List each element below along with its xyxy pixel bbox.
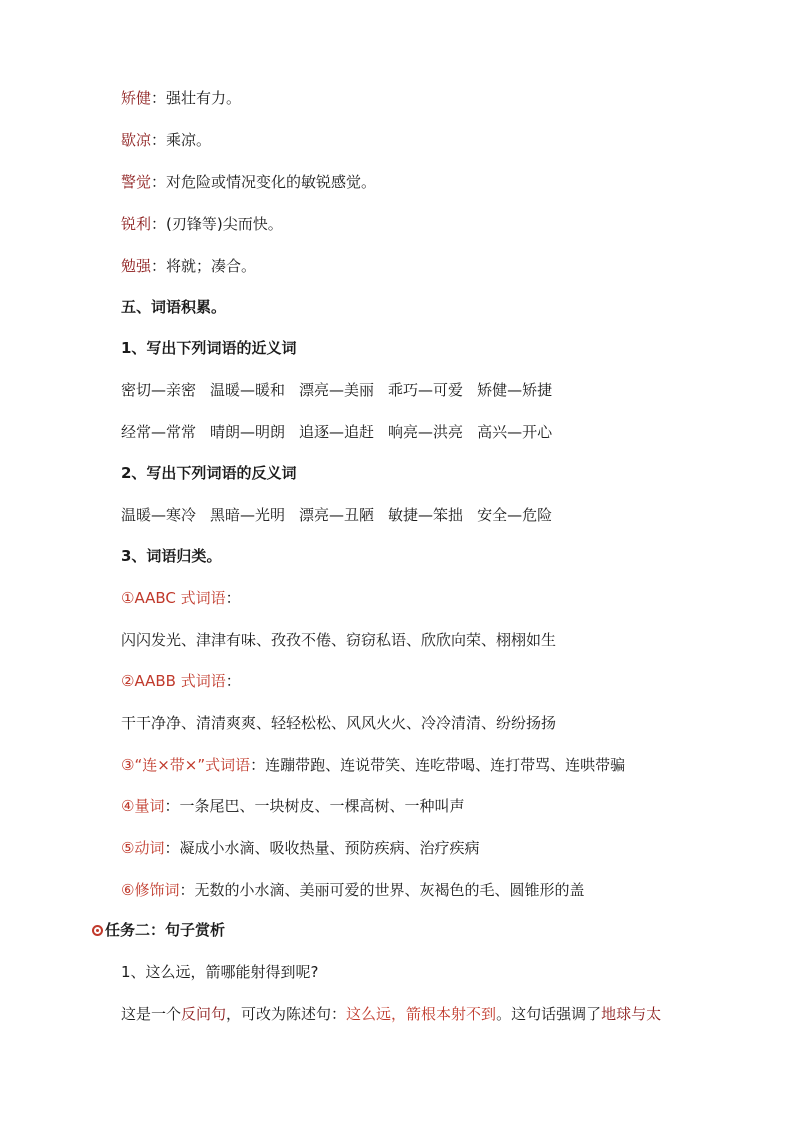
task-heading — [92, 920, 225, 940]
aabb-heading — [121, 671, 241, 691]
synonyms-row-1 — [121, 380, 552, 400]
word-pair: 温暖—寒冷 — [121, 506, 197, 524]
definition-term: 勉强 — [121, 257, 152, 275]
category-words: 无数的小水滴、美丽可爱的世界、灰褐色的毛、圆锥形的盖 — [194, 881, 585, 899]
aabc-words: 闪闪发光、津津有味、孜孜不倦、窃窃私语、欣欣向荣、栩栩如生 — [121, 631, 557, 649]
word-pair: 漂亮—美丽 — [299, 381, 375, 399]
task-title: 任务二：句子赏析 — [105, 921, 226, 939]
definition-term: 警觉 — [121, 173, 152, 191]
word-pair: 漂亮—丑陋 — [299, 506, 375, 524]
aabc-heading — [121, 588, 241, 608]
dong-line — [121, 838, 479, 858]
word-pair: 追逐—追赶 — [299, 423, 375, 441]
synonyms-title: 1、写出下列词语的近义词 — [121, 339, 297, 357]
section-heading: 五、词语积累。 — [121, 298, 227, 316]
answer-1 — [121, 1004, 661, 1024]
definition-sep: ： — [151, 257, 167, 275]
definition-4 — [121, 214, 283, 234]
category-label: ①AABC 式词语 — [121, 589, 226, 607]
definition-sep: ： — [151, 89, 167, 107]
classify-title: 3、词语归类。 — [121, 547, 222, 565]
answer-text: ，可改为陈述句： — [226, 1005, 347, 1023]
word-pair: 晴朗—明朗 — [210, 423, 286, 441]
definition-sep: ： — [151, 131, 167, 149]
category-sep: ： — [225, 589, 241, 607]
definition-meaning: 对危险或情况变化的敏锐感觉。 — [166, 173, 377, 191]
antonyms-title: 2、写出下列词语的反义词 — [121, 464, 297, 482]
definition-meaning: 将就；凑合。 — [166, 257, 257, 275]
category-sep: ： — [179, 881, 195, 899]
answer-highlight: 地球与太 — [601, 1005, 662, 1023]
word-pair: 矫健—矫捷 — [477, 381, 553, 399]
category-words: 凝成小水滴、吸收热量、预防疾病、治疗疾病 — [179, 839, 480, 857]
definition-sep: ： — [151, 215, 167, 233]
question-1: 1、这么远，箭哪能射得到呢? — [121, 963, 319, 981]
definition-term: 歇凉 — [121, 131, 152, 149]
definition-meaning: (刃锋等)尖而快。 — [166, 215, 283, 233]
category-label: ③“连×带×”式词语 — [121, 756, 251, 774]
category-label: ②AABB 式词语 — [121, 672, 226, 690]
category-sep: ： — [225, 672, 241, 690]
lian-line — [121, 755, 625, 775]
category-label: ④量词 — [121, 797, 165, 815]
definition-2 — [121, 130, 211, 150]
target-icon — [92, 925, 103, 936]
definition-sep: ： — [151, 173, 167, 191]
category-words: 一条尾巴、一块树皮、一棵高树、一种叫声 — [179, 797, 465, 815]
answer-text: 。这句话强调了 — [496, 1005, 602, 1023]
aabb-words: 干干净净、清清爽爽、轻轻松松、风风火火、冷冷清清、纷纷扬扬 — [121, 714, 557, 732]
word-pair: 敏捷—笨拙 — [388, 506, 464, 524]
definition-1 — [121, 88, 241, 108]
category-words: 连蹦带跑、连说带笑、连吃带喝、连打带骂、连哄带骗 — [265, 756, 626, 774]
word-pair: 温暖—暖和 — [210, 381, 286, 399]
category-label: ⑥修饰词 — [121, 881, 180, 899]
antonyms-row-1 — [121, 505, 552, 525]
category-sep: ： — [250, 756, 266, 774]
definition-term: 矫健 — [121, 89, 152, 107]
word-pair: 密切—亲密 — [121, 381, 197, 399]
definition-term: 锐利 — [121, 215, 152, 233]
definition-5 — [121, 256, 256, 276]
answer-highlight: 反问句 — [181, 1005, 227, 1023]
word-pair: 安全—危险 — [477, 506, 553, 524]
definition-3 — [121, 172, 376, 192]
definition-meaning: 强壮有力。 — [166, 89, 242, 107]
word-pair: 高兴—开心 — [477, 423, 553, 441]
category-sep: ： — [164, 839, 180, 857]
word-pair: 黑暗—光明 — [210, 506, 286, 524]
word-pair: 乖巧—可爱 — [388, 381, 464, 399]
answer-highlight: 这么远，箭根本射不到 — [346, 1005, 497, 1023]
word-pair: 响亮—洪亮 — [388, 423, 464, 441]
answer-text: 这是一个 — [121, 1005, 182, 1023]
category-label: ⑤动词 — [121, 839, 165, 857]
category-sep: ： — [164, 797, 180, 815]
xiu-line — [121, 880, 584, 900]
definition-meaning: 乘凉。 — [166, 131, 212, 149]
synonyms-row-2 — [121, 422, 552, 442]
word-pair: 经常—常常 — [121, 423, 197, 441]
liang-line — [121, 796, 464, 816]
